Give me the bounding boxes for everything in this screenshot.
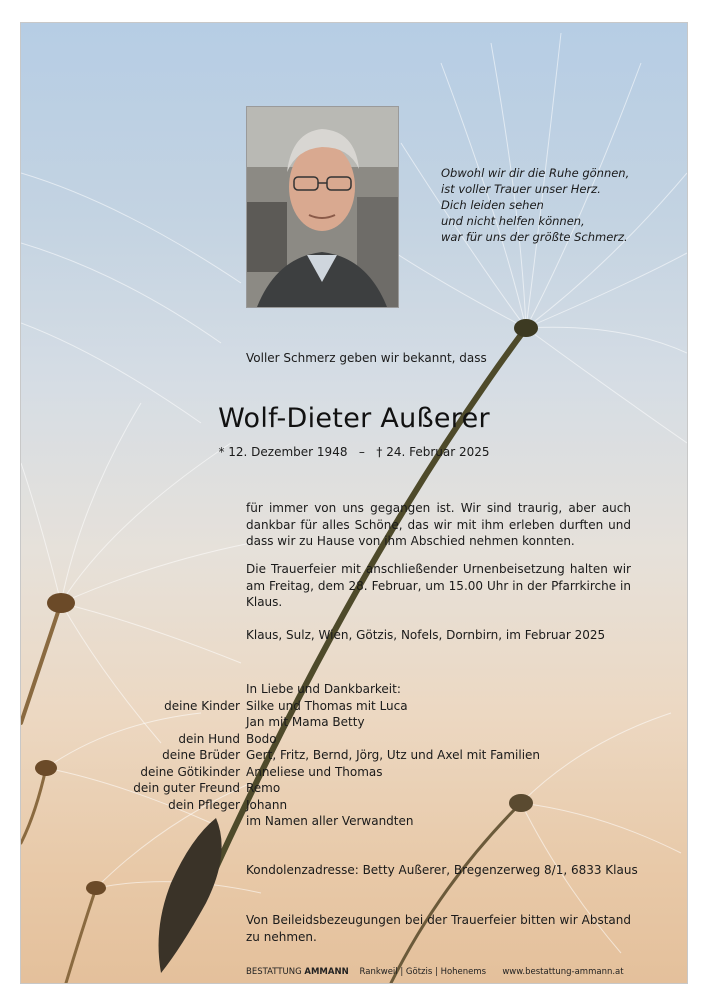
family-row [106, 698, 540, 715]
condolence-note: Von Beileidsbezeugungen bei der Trauerfeier bitten wir Abstand zu nehmen. [246, 913, 631, 944]
relation [106, 813, 246, 830]
relation: dein guter Freund [133, 781, 240, 795]
footer-website: www.bestattung-ammann.at [502, 967, 624, 977]
poem-line: Dich leiden sehen [441, 198, 544, 212]
family-names: Silke und Thomas mit Luca [246, 698, 408, 713]
poem [441, 165, 629, 245]
life-dates [21, 445, 687, 459]
family-row [106, 747, 540, 764]
death-date: † 24. Februar 2025 [376, 445, 490, 459]
family-names: Anneliese und Thomas [246, 764, 383, 779]
relation: dein Hund [178, 731, 240, 746]
footer-brand-bold: AMMANN [304, 967, 349, 977]
footer-brand: BESTATTUNG [246, 967, 302, 977]
footer [246, 967, 624, 977]
birth-date: * 12. Dezember 1948 [218, 445, 348, 459]
family-row [106, 780, 540, 797]
relation [106, 681, 246, 698]
family-names: In Liebe und Dankbarkeit: [246, 682, 401, 696]
deceased-name: Wolf-Dieter Außerer [218, 403, 490, 434]
family-names: Johann [246, 797, 288, 812]
family-row [106, 813, 540, 830]
portrait-photo [246, 106, 399, 308]
relation: deine Götikinder [140, 764, 240, 779]
intro-text: Voller Schmerz geben wir bekannt, dass [246, 351, 487, 365]
place-date: Klaus, Sulz, Wien, Götzis, Nofels, Dornbirn, im Februar 2025 [246, 628, 606, 642]
condolence-address: Kondolenzadresse: Betty Außerer, Bregenzerweg 8/1, 6833 Klaus [246, 863, 638, 877]
poem-line: und nicht helfen können, [441, 214, 585, 228]
family-row [106, 797, 540, 814]
relation: deine Kinder [164, 698, 240, 713]
family-names: Jan mit Mama Betty [246, 715, 365, 729]
family-names: im Namen aller Verwandten [246, 814, 414, 828]
footer-locations: Rankweil | Götzis | Hohenems [359, 967, 487, 977]
family-list [106, 681, 540, 830]
relation: dein Pfleger [168, 797, 240, 812]
funeral-paragraph: Die Trauerfeier mit anschließender Urnenbeisetzung halten wir am Freitag, dem 28. Februar, um 15.00 Uhr in der Pfarrkirche in Klaus. [246, 562, 631, 609]
relation: deine Brüder [162, 748, 240, 762]
family-row [106, 681, 540, 698]
poem-line: war für uns der größte Schmerz. [441, 230, 628, 244]
family-names: Remo [246, 781, 281, 795]
family-names: Gert, Fritz, Bernd, Jörg, Utz und Axel mit Familien [246, 748, 541, 762]
announcement-paragraph: für immer von uns gegangen ist. Wir sind traurig, aber auch dankbar für alles Schöne, das wir mit ihm erleben durften und dass wir zu Hause von ihm Abschied nehmen konnten. [246, 501, 631, 548]
poem-line: ist voller Trauer unser Herz. [441, 182, 601, 196]
poem-line: Obwohl wir dir die Ruhe gönnen, [441, 166, 630, 180]
family-row [106, 731, 540, 748]
relation [106, 714, 246, 731]
family-row [106, 764, 540, 781]
obituary-card [20, 22, 688, 984]
family-row [106, 714, 540, 731]
date-separator: – [358, 445, 365, 459]
family-names: Bodo [246, 731, 277, 746]
